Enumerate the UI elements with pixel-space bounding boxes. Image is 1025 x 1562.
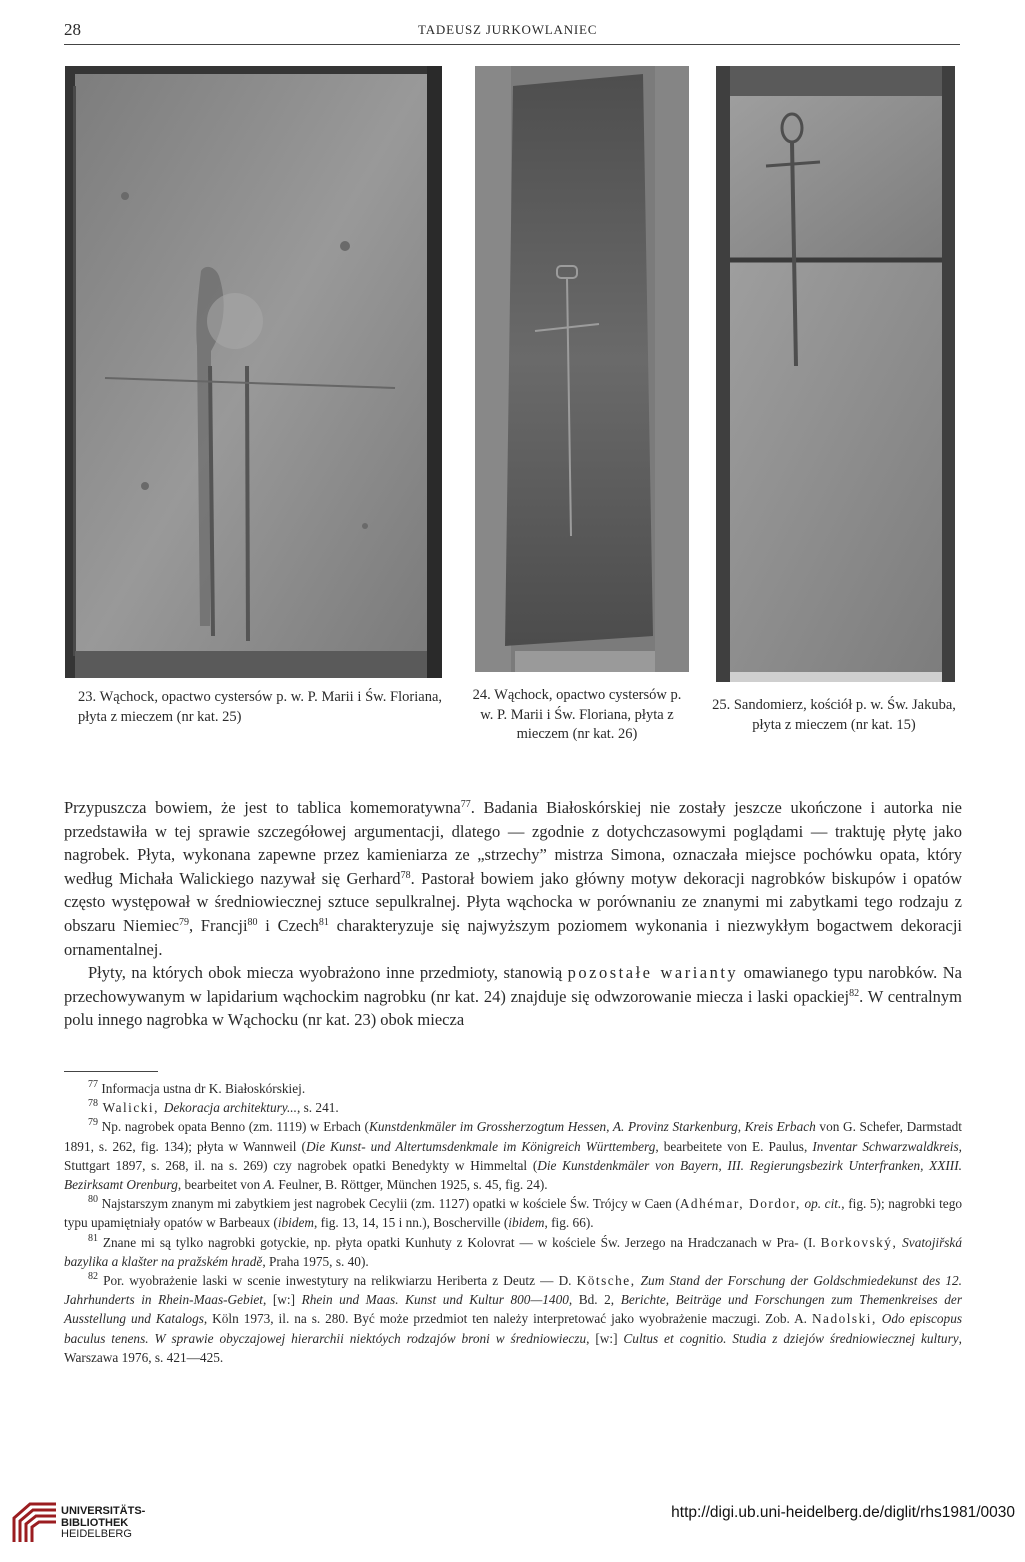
footnote-80: $^{80}$ Najstarszym znanym mi zabytkiem jest nagrobek Cecylii (zm. 1127) opatki w kościele Św. Trójcy w Caen (Adhémar, Dordor, op. cit., fig. 5); nagrobki tego typu upamiętniały opatów w Barbeaux (ibidem, fig. 13, 14, 15 i nn.), Boscherville (ibidem, fig. 66).: [64, 1194, 963, 1231]
figure-24-caption: 24. Wąchock, opactwo cystersów p. w. P. Marii i Św. Floriana, płyta z mieczem (nr kat. 26): [472, 687, 682, 743]
footnote-ref-78: 78: [400, 869, 411, 881]
source-url-link[interactable]: http://digi.ub.uni-heidelberg.de/diglit/rhs1981/0030: [671, 1504, 1015, 1521]
footnote-ref-79: 79: [178, 916, 189, 928]
figure-25-photo: [716, 66, 955, 682]
footnote-78: $^{78}$ Walicki, Dekoracja architektury..., s. 241.: [88, 1098, 339, 1116]
paragraph: Przypuszcza bowiem, że jest to tablica komemoratywna$^{77}$. Badania Białoskórskiej nie zostały jeszcze ukończone i autorka nie przedstawiła w tej sprawie szczegółowej argumentacji, dlatego — zgodnie z dotychczasowymi poglądami — traktuję płytę jako nagrobek. Płyta, wykonana zapewne przez kamieniarza ze „strzechy” mistrza Simona, oznaczała miejsce pochówku opata, który według Michała Walickiego nazywał się Gerhard$^{78}$. Pastorał bowiem jako główny motyw dekoracji nagrobków biskupów i opatów często występował w średniowiecznej sztuce sepulkralnej. Płyta wąchocka w porównaniu ze znanymi mi zabytkami tego rodzaju z obszaru Niemiec$^{79}$, Francji$^{80}$ i Czech$^{81}$ charakteryzuje się najwyższym poziomem wykonania i niezwykłym bogactwem dekoracji ornamentalnej.: [64, 798, 963, 959]
paragraph: Płyty, na których obok miecza wyobrażono inne przedmioty, stanowią pozostałe warianty omawianego typu narobków. Na przechowywanym w lapidarium wąchockim nagrobku (nr kat. 24) znajduje się odwzorowanie miecza i laski opackiej$^{82}$. W centralnym polu innego nagrobka w Wąchocku (nr kat. 23) obok miecza: [64, 963, 962, 1030]
footnote-81: $^{81}$ Znane mi są tylko nagrobki gotyckie, np. płyta opatki Kunhuty z Kolovrat — w kościele Św. Jerzego na Hradczanach w Pra- (I. Borkovský, Svatojiřská bazylika a klašter na pražském hradě, Praha 1975, s. 40).: [64, 1232, 962, 1269]
running-head: TADEUSZ JURKOWLANIEC: [418, 22, 598, 37]
footnote-ref-80: 80: [247, 916, 258, 928]
figure-23-caption: 23. Wąchock, opactwo cystersów p. w. P. Marii i Św. Floriana, płyta z mieczem (nr kat. 25): [78, 689, 442, 725]
footnotes: [64, 1079, 962, 1367]
footnote-ref-82: 82: [849, 987, 860, 999]
footnote-ref-77: 77: [460, 799, 471, 810]
spaced-emphasis: pozostałe warianty: [567, 963, 739, 983]
footnote-82: $^{82}$ Por. wyobrażenie laski w scenie inwestytury na relikwiarzu Heriberta z Deutz — D. Kötsche, Zum Stand der Forschung der Goldschmiedekunst des 12. Jahrhunderts in Rhein-Maas-Gebiet, [w:] Rhein und Maas. Kunst und Kultur 800—1400, Bd. 2, Berichte, Beiträge und Forschungen zum Themenkreises der Ausstellung und Katalogs, Köln 1973, il. na s. 280. Być może przedmiot ten należy interpretować jako wyobrażenie maczugi. Zob. A. Nadolski, Odo episcopus baculus tenens. W sprawie obyczajowej hierarchii niektóych rodzajów broni w średniowieczu, [w:] Cultus et cognitio. Studia z dziejów średniowiecznej kultury, Warszawa 1976, s. 421—425.: [64, 1271, 963, 1365]
footnote-77: $^{77}$ Informacja ustna dr K. Białoskórskiej.: [88, 1079, 306, 1096]
body-text: [64, 796, 962, 1032]
footnote-ref-81: 81: [318, 916, 329, 928]
figure-25-caption: 25. Sandomierz, kościół p. w. Św. Jakuba, płyta z mieczem (nr kat. 15): [712, 697, 956, 733]
library-name: UNIVERSITÄTS- BIBLIOTHEK HEIDELBERG: [61, 1505, 146, 1540]
header-rule: [64, 44, 960, 45]
footnote-79: $^{79}$ Np. nagrobek opata Benno (zm. 1119) w Erbach (Kunstdenkmäler im Grossherzogtum Hessen, A. Provinz Starkenburg, Kreis Erbach von G. Schefer, Darmstadt 1891, s. 262, fig. 134); płyta w Wannweil (Die Kunst- und Altertumsdenkmale im Königreich Württemberg, bearbeitete von E. Paulus, Inventar Schwarzwaldkreis, Stuttgart 1897, s. 268, il. na s. 269) czy nagrobek opatki Benedykty w Himmeltal (Die Kunstdenkmäler von Bayern, III. Regierungsbezirk Unterfranken, XXIII. Bezirksamt Orenburg, bearbeitet von A. Feulner, B. Röttger, München 1925, s. 45, fig. 24).: [64, 1117, 962, 1193]
figure-24-photo: [475, 66, 689, 672]
figure-23-photo: [65, 66, 442, 678]
footnote-rule: [64, 1071, 158, 1072]
library-logo-icon: [10, 1498, 60, 1548]
page-number: 28: [64, 20, 81, 39]
